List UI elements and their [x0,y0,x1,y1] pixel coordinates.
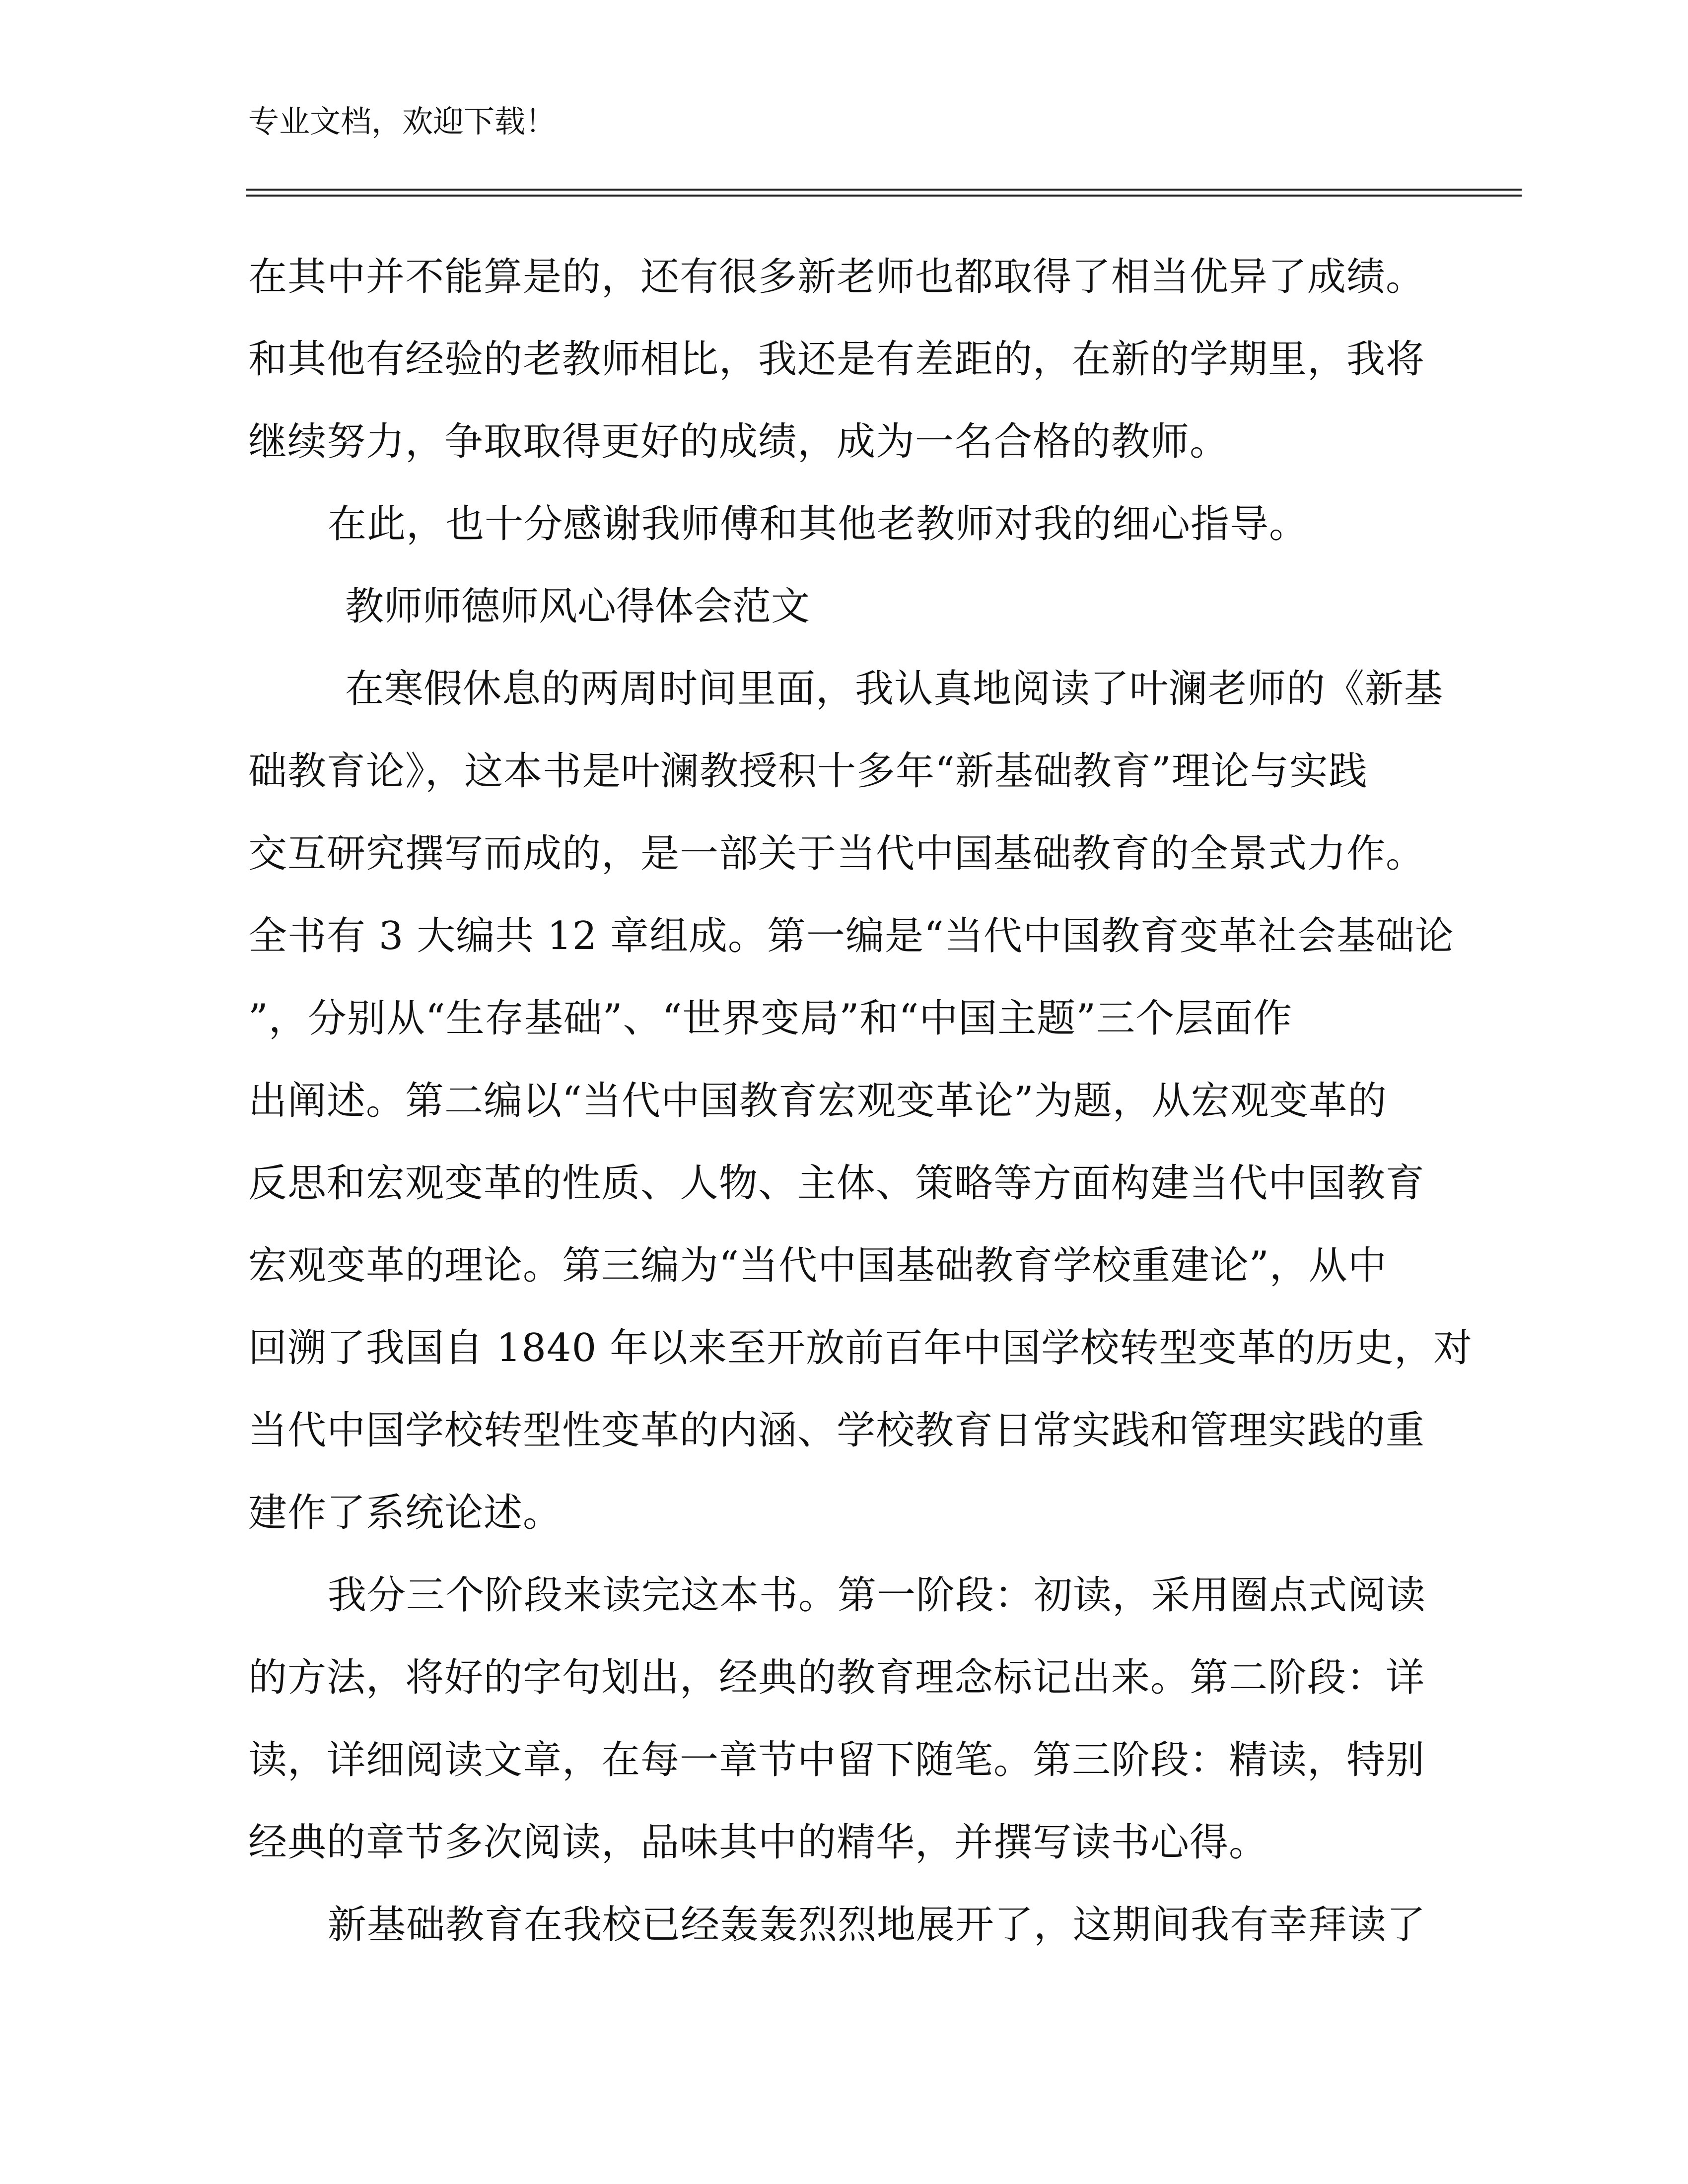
text-line: 读，详细阅读文章，在每一章节中留下随笔。第三阶段：精读，特别 [248,1738,1425,1782]
text-line: 础教育论》，这本书是叶澜教授积十多年“新基础教育”理论与实践 [248,749,1368,794]
text-line: 出阐述。第二编以“当代中国教育宏观变革论”为题，从宏观变革的 [248,1079,1387,1123]
text-line: 和其他有经验的老教师相比，我还是有差距的，在新的学期里，我将 [248,337,1425,382]
text-line: 我分三个阶段来读完这本书。第一阶段：初读，采用圈点式阅读 [328,1573,1426,1618]
text-line: 当代中国学校转型性变革的内涵、学校教育日常实践和管理实践的重 [248,1408,1425,1453]
text-line: 继续努力，争取取得更好的成绩，成为一名合格的教师。 [248,419,1229,464]
page-header: 专业文档，欢迎下载！ [248,103,557,139]
text-line: 新基础教育在我校已经轰轰烈烈地展开了，这期间我有幸拜读了 [328,1903,1426,1947]
section-heading: 教师师德师风心得体会范文 [345,584,810,629]
text-line: 的方法，将好的字句划出，经典的教育理念标记出来。第二阶段：详 [248,1655,1425,1700]
header-rule-bottom [246,195,1522,197]
text-line: 反思和宏观变革的性质、人物、主体、策略等方面构建当代中国教育 [248,1161,1425,1206]
text-line: 在此，也十分感谢我师傅和其他老教师对我的细心指导。 [328,502,1309,546]
text-line: 经典的章节多次阅读，品味其中的精华，并撰写读书心得。 [248,1820,1268,1865]
header-rule-top [246,189,1522,191]
text-line: ”，分别从“生存基础”、“世界变局”和“中国主题”三个层面作 [248,996,1293,1041]
text-line: 交互研究撰写而成的，是一部关于当代中国基础教育的全景式力作。 [248,831,1425,876]
text-line: 在其中并不能算是的，还有很多新老师也都取得了相当优异了成绩。 [248,255,1425,299]
document-body [248,236,1473,1966]
text-line: 全书有 3 大编共 12 章组成。第一编是“当代中国教育变革社会基础论 [248,914,1454,958]
text-line: 建作了系统论述。 [248,1491,563,1535]
text-line: 宏观变革的理论。第三编为“当代中国基础教育学校重建论”，从中 [248,1243,1387,1288]
text-line: 在寒假休息的两周时间里面，我认真地阅读了叶澜老师的《新基 [345,667,1444,711]
text-line: 回溯了我国自 1840 年以来至开放前百年中国学校转型变革的历史，对 [248,1326,1473,1370]
